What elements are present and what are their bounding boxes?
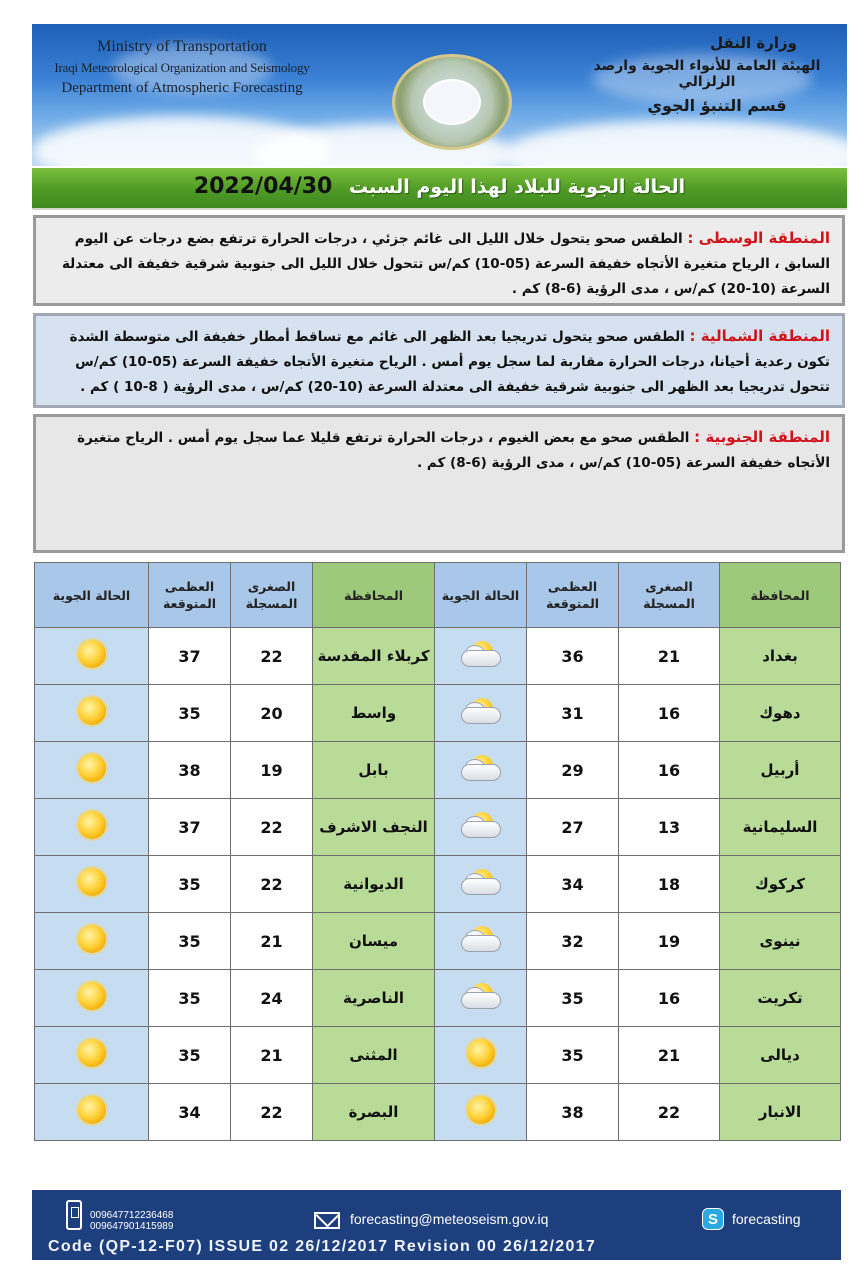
partly-cloudy-icon — [458, 867, 504, 897]
max-temp-cell: 32 — [527, 913, 619, 970]
min-temp-cell: 22 — [231, 799, 313, 856]
region-north — [33, 313, 845, 408]
header-min: الصغرى المسجلة — [231, 563, 313, 628]
province-cell: البصرة — [313, 1084, 435, 1141]
condition-cell — [435, 742, 527, 799]
title-text: الحالة الجوية للبلاد لهذا اليوم السبت — [348, 176, 686, 198]
max-temp-cell: 35 — [149, 685, 231, 742]
max-temp-cell: 37 — [149, 799, 231, 856]
condition-cell — [435, 856, 527, 913]
province-cell: الديوانية — [313, 856, 435, 913]
province-cell: المثنى — [313, 1027, 435, 1084]
header-max: العظمى المتوقعة — [149, 563, 231, 628]
condition-cell — [435, 628, 527, 685]
table-row — [35, 628, 841, 685]
cloud-shape — [461, 650, 501, 667]
table-row — [35, 1084, 841, 1141]
condition-cell — [35, 799, 149, 856]
min-temp-cell: 21 — [231, 913, 313, 970]
table-row — [35, 913, 841, 970]
max-temp-cell: 27 — [527, 799, 619, 856]
sun-shape — [78, 697, 106, 725]
min-temp-cell: 20 — [231, 685, 313, 742]
max-temp-cell: 31 — [527, 685, 619, 742]
min-temp-cell: 22 — [231, 856, 313, 913]
sunny-icon — [69, 639, 115, 669]
organization-name-en: Iraqi Meteorological Organization and Seismology — [54, 60, 310, 75]
table-row — [35, 799, 841, 856]
table-row — [35, 742, 841, 799]
min-temp-cell: 19 — [231, 742, 313, 799]
sun-shape — [78, 925, 106, 953]
condition-cell — [435, 970, 527, 1027]
max-temp-cell: 35 — [149, 913, 231, 970]
max-temp-cell: 38 — [149, 742, 231, 799]
condition-cell — [35, 856, 149, 913]
sunny-icon — [458, 1038, 504, 1068]
header-min: الصغرى المسجلة — [619, 563, 720, 628]
sun-shape — [78, 1039, 106, 1067]
header-condition: الحالة الجوية — [435, 563, 527, 628]
partly-cloudy-icon — [458, 639, 504, 669]
organization-name-ar: الهيئة العامة للأنواء الجوية وارصد الزلزالي — [593, 58, 821, 90]
arabic-letterhead — [577, 34, 837, 115]
partly-cloudy-icon — [458, 924, 504, 954]
region-forecast-text: الطقس صحو مع بعض الغيوم ، درجات الحرارة ترتفع قليلا عما سجل يوم أمس . الرياح متغيرة الأتجاه خفيفة السرعة (05-10) كم/س ، مدى الرؤية (6-8) كم . — [77, 430, 830, 471]
skype-handle[interactable]: forecasting — [732, 1211, 801, 1227]
max-temp-cell: 35 — [149, 970, 231, 1027]
sun-shape — [467, 1039, 495, 1067]
cloud-shape — [461, 764, 501, 781]
sun-shape — [78, 982, 106, 1010]
min-temp-cell: 19 — [619, 913, 720, 970]
ministry-name-ar: وزارة النقل — [710, 34, 797, 52]
table-body — [35, 628, 841, 1141]
min-temp-cell: 24 — [231, 970, 313, 1027]
header-condition: الحالة الجوية — [35, 563, 149, 628]
page-title — [32, 174, 847, 199]
sun-shape — [78, 811, 106, 839]
province-cell: النجف الاشرف — [313, 799, 435, 856]
sunny-icon — [69, 810, 115, 840]
phone-icon — [66, 1200, 82, 1230]
max-temp-cell: 37 — [149, 628, 231, 685]
province-cell: أربيل — [720, 742, 841, 799]
sunny-icon — [69, 1038, 115, 1068]
condition-cell — [435, 799, 527, 856]
table-row — [35, 970, 841, 1027]
partly-cloudy-icon — [458, 810, 504, 840]
email-address[interactable]: forecasting@meteoseism.gov.iq — [350, 1211, 549, 1227]
region-name: المنطقة الجنوبية : — [694, 428, 830, 446]
condition-cell — [35, 970, 149, 1027]
cloud-decoration — [502, 120, 847, 166]
min-temp-cell: 22 — [231, 1084, 313, 1141]
skype-icon: S — [702, 1208, 724, 1230]
max-temp-cell: 35 — [527, 1027, 619, 1084]
province-cell: واسط — [313, 685, 435, 742]
document-code: Code (QP-12-F07) ISSUE 02 26/12/2017 Revision 00 26/12/2017 — [48, 1238, 597, 1255]
min-temp-cell: 21 — [231, 1027, 313, 1084]
department-name-en: Department of Atmospheric Forecasting — [61, 80, 303, 96]
sunny-icon — [458, 1095, 504, 1125]
province-cell: نينوى — [720, 913, 841, 970]
table-row — [35, 1027, 841, 1084]
partly-cloudy-icon — [458, 981, 504, 1011]
min-temp-cell: 21 — [619, 628, 720, 685]
table-row — [35, 685, 841, 742]
province-cell: الناصرية — [313, 970, 435, 1027]
region-name: المنطقة الشمالية : — [689, 327, 830, 345]
province-cell: بغداد — [720, 628, 841, 685]
sunny-icon — [69, 1095, 115, 1125]
cloud-shape — [461, 992, 501, 1009]
province-cell: كركوك — [720, 856, 841, 913]
cloud-shape — [461, 821, 501, 838]
ministry-name-en: Ministry of Transportation — [97, 38, 267, 55]
sun-shape — [78, 640, 106, 668]
sun-shape — [78, 868, 106, 896]
english-letterhead — [42, 38, 322, 97]
department-name-ar: قسم التنبؤ الجوي — [647, 96, 787, 115]
sun-shape — [467, 1096, 495, 1124]
region-name: المنطقة الوسطى : — [687, 229, 830, 247]
province-cell: تكريت — [720, 970, 841, 1027]
mail-icon — [314, 1212, 340, 1229]
min-temp-cell: 13 — [619, 799, 720, 856]
condition-cell — [35, 1027, 149, 1084]
table-header-row — [35, 563, 841, 628]
max-temp-cell: 35 — [527, 970, 619, 1027]
province-cell: كربلاء المقدسة — [313, 628, 435, 685]
province-cell: السليمانية — [720, 799, 841, 856]
region-south — [33, 414, 845, 553]
condition-cell — [35, 742, 149, 799]
region-forecast-text: الطقس صحو يتحول تدريجيا بعد الظهر الى غائم مع تساقط أمطار خفيفة الى متوسطة الشدة تكون رعدية أحيانا، درجات الحرارة مقاربة لما سجل يوم أمس . الرياح متغيرة الأتجاه خفيفة السرعة (05-10) كم/س تتحول تدريجيا بعد الظهر الى جنوبية شرقية خفيفة الى معتدلة السرعة (10-20) كم/س ، مدى الرؤية ( 8-10 ) كم . — [69, 329, 830, 395]
min-temp-cell: 16 — [619, 742, 720, 799]
sunny-icon — [69, 867, 115, 897]
sun-shape — [78, 1096, 106, 1124]
max-temp-cell: 36 — [527, 628, 619, 685]
max-temp-cell: 35 — [149, 856, 231, 913]
cloud-shape — [461, 707, 501, 724]
partly-cloudy-icon — [458, 753, 504, 783]
table-row — [35, 856, 841, 913]
province-cell: الانبار — [720, 1084, 841, 1141]
condition-cell — [435, 1084, 527, 1141]
header-province: المحافظة — [720, 563, 841, 628]
min-temp-cell: 18 — [619, 856, 720, 913]
sunny-icon — [69, 753, 115, 783]
temperature-table — [34, 562, 841, 1141]
phone-numbers — [90, 1210, 173, 1232]
header-province: المحافظة — [313, 563, 435, 628]
bulletin-date: 2022/04/30 — [193, 174, 333, 199]
sun-shape — [78, 754, 106, 782]
condition-cell — [35, 685, 149, 742]
title-bar — [32, 168, 847, 210]
max-temp-cell: 38 — [527, 1084, 619, 1141]
partly-cloudy-icon — [458, 696, 504, 726]
header-max: العظمى المتوقعة — [527, 563, 619, 628]
province-cell: ديالى — [720, 1027, 841, 1084]
seal-cloud-icon — [423, 79, 481, 125]
region-central — [33, 215, 845, 306]
condition-cell — [435, 913, 527, 970]
organization-seal-icon — [392, 54, 512, 150]
cloud-shape — [461, 935, 501, 952]
condition-cell — [35, 628, 149, 685]
sunny-icon — [69, 696, 115, 726]
min-temp-cell: 16 — [619, 685, 720, 742]
phone-number: 009647712236468 — [90, 1210, 174, 1221]
max-temp-cell: 34 — [149, 1084, 231, 1141]
footer — [32, 1190, 841, 1260]
max-temp-cell: 29 — [527, 742, 619, 799]
cloud-shape — [461, 878, 501, 895]
province-cell: دهوك — [720, 685, 841, 742]
header-banner — [32, 24, 847, 166]
condition-cell — [35, 1084, 149, 1141]
min-temp-cell: 22 — [619, 1084, 720, 1141]
condition-cell — [35, 913, 149, 970]
min-temp-cell: 21 — [619, 1027, 720, 1084]
sunny-icon — [69, 924, 115, 954]
condition-cell — [435, 1027, 527, 1084]
max-temp-cell: 34 — [527, 856, 619, 913]
province-cell: بابل — [313, 742, 435, 799]
region-forecast-text: الطقس صحو يتحول خلال الليل الى غائم جزئي ، درجات الحرارة ترتفع بضع درجات عن اليوم السابق ، الرياح متغيرة الأتجاه خفيفة السرعة (05-10) كم/س تتحول خلال الليل الى جنوبية شرقية خفيفة الى معتدلة السرعة (10-20) كم/س ، مدى الرؤية (6-8) كم . — [61, 231, 830, 297]
phone-number: 009647901415989 — [90, 1221, 174, 1232]
sunny-icon — [69, 981, 115, 1011]
min-temp-cell: 16 — [619, 970, 720, 1027]
max-temp-cell: 35 — [149, 1027, 231, 1084]
min-temp-cell: 22 — [231, 628, 313, 685]
condition-cell — [435, 685, 527, 742]
province-cell: ميسان — [313, 913, 435, 970]
